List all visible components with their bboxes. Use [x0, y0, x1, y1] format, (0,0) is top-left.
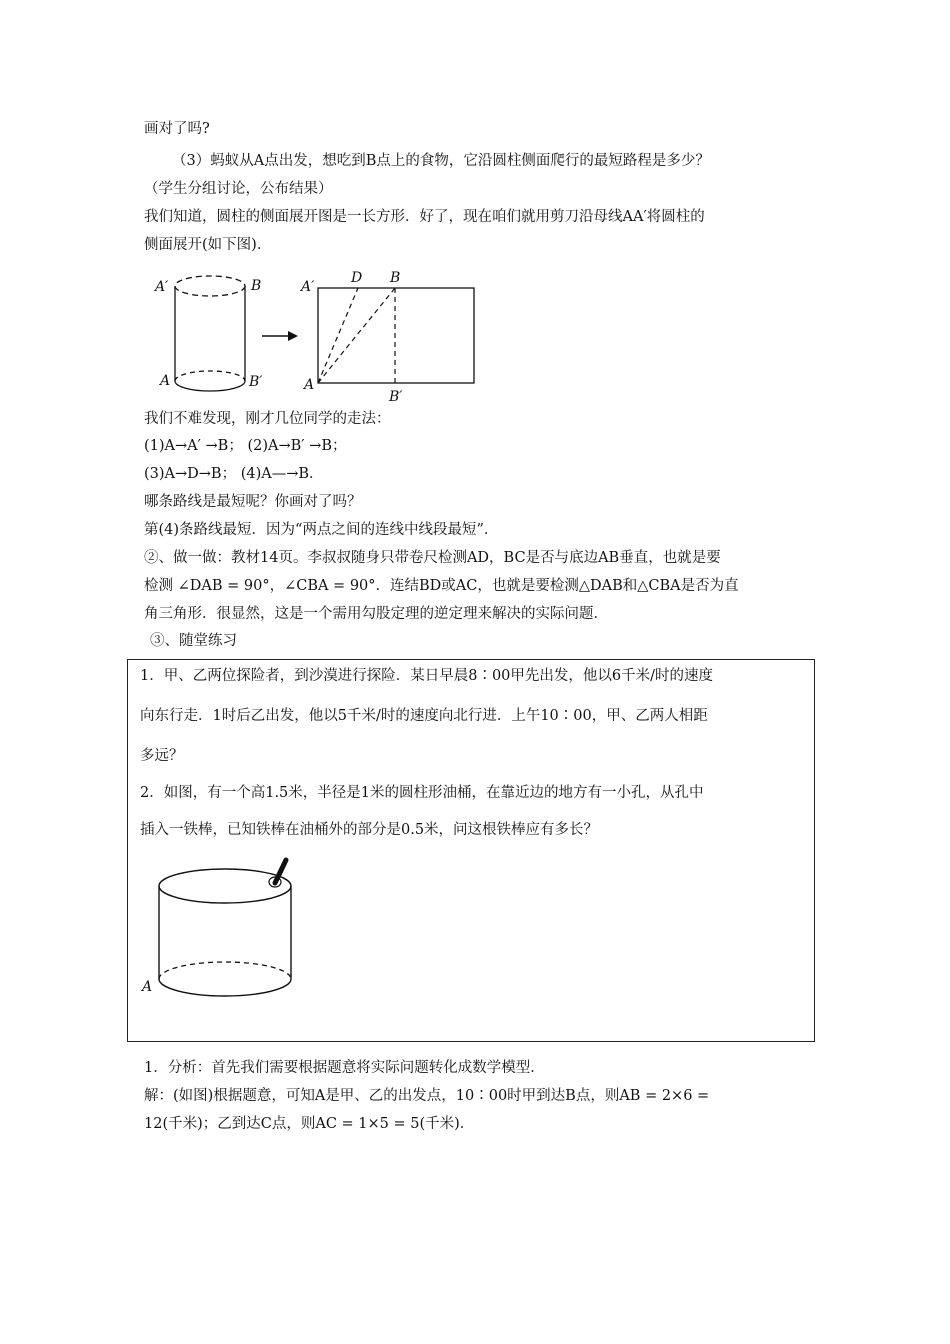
label-drum-a: A — [142, 979, 153, 995]
drum-bottom-front — [159, 979, 291, 996]
text-line-12: 检测 ∠DAB = 90°，∠CBA = 90°．连结BD或AC，也就是要检测△DAB和△CBA是否为直 — [144, 578, 739, 594]
label-rect-b: B — [390, 270, 401, 286]
question-1-line-2: 向东行走．1时后乙出发，他以5千米/时的速度向北行进．上午10∶00，甲、乙两人相距 — [140, 708, 708, 724]
text-line-9: 哪条路线是最短呢？你画对了吗？ — [144, 494, 362, 510]
analysis-line-1: 1．分析：首先我们需要根据题意将实际问题转化成数学模型． — [144, 1060, 545, 1076]
text-line-6: 我们不难发现，刚才几位同学的走法： — [144, 411, 391, 427]
text-line-10: 第(4)条路线最短．因为“两点之间的连线中线段最短”． — [144, 522, 499, 538]
text-line-8: (3)A→D→B； (4)A—→B． — [144, 466, 324, 482]
cylinder-unfold-figure — [150, 265, 490, 410]
label-rect-bottom-b: B′ — [389, 389, 403, 405]
question-2-line-1: 2．如图，有一个高1.5米，半径是1米的圆柱形油桶，在靠近边的地方有一小孔，从孔中 — [140, 785, 704, 801]
text-line-13: 角三角形．很显然，这是一个需用勾股定理的逆定理来解决的实际问题． — [144, 606, 608, 622]
text-line-11: ②、做一做：教材14页。李叔叔随身只带卷尺检测AD，BC是否与底边AB垂直，也就是要 — [144, 550, 721, 566]
analysis-line-3: 12(千米)；乙到达C点，则AC = 1×5 = 5(千米)． — [144, 1116, 475, 1132]
drum-bottom-back — [159, 962, 291, 979]
cylinder-top-ellipse — [175, 276, 245, 296]
cylinder-bottom-back — [175, 371, 245, 381]
text-line-2: （3）蚂蚁从A点出发，想吃到B点上的食物，它沿圆柱侧面爬行的最短路程是多少？ — [172, 153, 710, 169]
text-line-1: 画对了吗? — [144, 121, 210, 137]
text-line-7: (1)A→A′ →B； (2)A→B′ →B； — [144, 438, 347, 454]
oil-drum-figure — [138, 856, 303, 1006]
label-cyl-top-left: A′ — [155, 279, 169, 295]
label-rect-d: D — [351, 270, 363, 286]
label-cyl-top-right: B — [251, 278, 262, 294]
label-cyl-bottom-left: A — [160, 373, 171, 389]
text-line-5: 侧面展开(如下图)． — [144, 237, 272, 253]
question-1-line-3: 多远？ — [140, 748, 184, 764]
label-rect-top-left: A′ — [301, 279, 315, 295]
text-line-4: 我们知道，圆柱的侧面展开图是一长方形．好了，现在咱们就用剪刀沿母线AA′将圆柱的 — [144, 209, 705, 225]
analysis-line-2: 解：(如图)根据题意，可知A是甲、乙的出发点，10∶00时甲到达B点，则AB = 2×6 = — [144, 1088, 710, 1104]
label-rect-bottom-left: A — [304, 377, 315, 393]
question-1-line-1: 1．甲、乙两位探险者，到沙漠进行探险．某日早晨8∶00甲先出发，他以6千米/时的速度 — [140, 668, 714, 684]
practice-box — [127, 659, 815, 1042]
question-2-line-2: 插入一铁棒，已知铁棒在油桶外的部分是0.5米，问这根铁棒应有多长？ — [140, 822, 599, 838]
text-line-3: （学生分组讨论，公布结果） — [144, 181, 333, 197]
text-line-14: ③、随堂练习 — [150, 633, 237, 649]
unfolded-rectangle — [318, 288, 474, 383]
label-cyl-bottom-right: B′ — [249, 374, 263, 390]
cylinder-bottom-front — [175, 381, 245, 391]
